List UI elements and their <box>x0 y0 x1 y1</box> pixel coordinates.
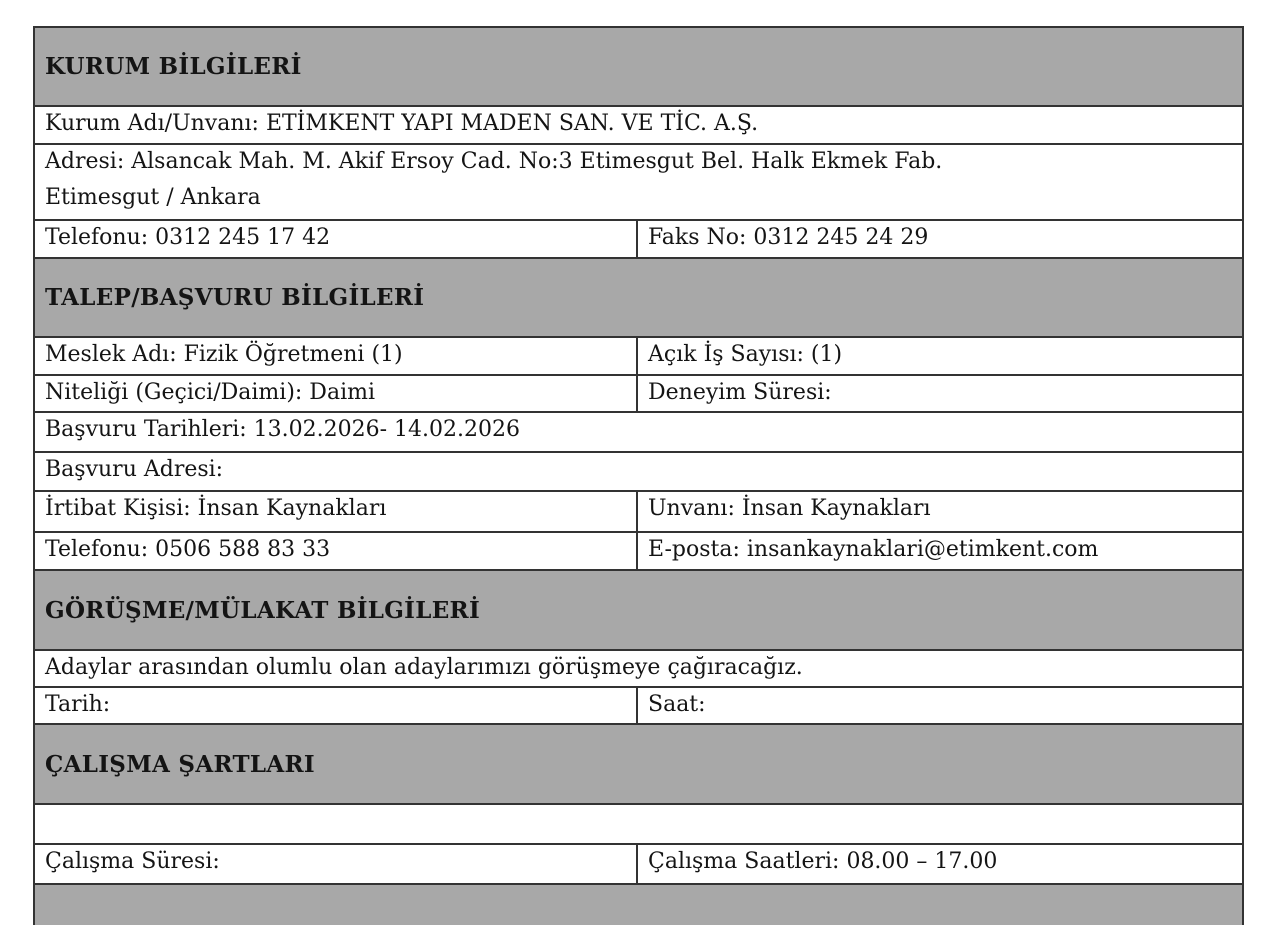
section-header-calisma <box>35 725 1242 805</box>
institution-fax: Faks No: 0312 245 24 29 <box>648 225 929 250</box>
institution-phone: Telefonu: 0312 245 17 42 <box>35 221 638 257</box>
institution-address <box>35 145 1242 219</box>
contact-person: İrtibat Kişisi: İnsan Kaynakları <box>35 492 638 531</box>
work-duration: Çalışma Süresi: <box>35 845 638 883</box>
application-address: Başvuru Adresi: <box>45 457 224 482</box>
work-hours: Çalışma Saatleri: 08.00 – 17.00 <box>648 849 998 874</box>
section-title: ÇALIŞMA ŞARTLARI <box>45 750 315 778</box>
application-dates: Başvuru Tarihleri: 13.02.2026- 14.02.2026 <box>45 417 521 442</box>
contact-phone: Telefonu: 0506 588 83 33 <box>35 533 638 569</box>
interview-note: Adaylar arasından olumlu olan adaylarımızı görüşmeye çağıracağız. <box>45 655 803 680</box>
contact-email: E-posta: insankaynaklari@etimkent.com <box>648 537 1099 562</box>
interview-time: Saat: <box>648 692 706 717</box>
blank-row <box>35 805 1242 843</box>
openings: Açık İş Sayısı: (1) <box>648 342 843 367</box>
section-title: KURUM BİLGİLERİ <box>45 53 302 80</box>
institution-name: Kurum Adı/Unvanı: ETİMKENT YAPI MADEN SAN. VE TİC. A.Ş. <box>45 111 759 136</box>
section-header-next <box>35 885 1242 925</box>
section-header-gorusme <box>35 571 1242 651</box>
occupation: Meslek Adı: Fizik Öğretmeni (1) <box>35 338 638 374</box>
section-header-kurum <box>35 28 1242 107</box>
section-header-talep <box>35 259 1242 338</box>
job-posting-form <box>33 26 1244 925</box>
interview-date: Tarih: <box>35 688 638 723</box>
address-line-2: Etimesgut / Ankara <box>45 185 261 210</box>
section-title: TALEP/BAŞVURU BİLGİLERİ <box>45 284 425 311</box>
section-title: GÖRÜŞME/MÜLAKAT BİLGİLERİ <box>45 596 480 624</box>
contact-title: Unvanı: İnsan Kaynakları <box>648 496 931 521</box>
address-line-1: Adresi: Alsancak Mah. M. Akif Ersoy Cad. No:3 Etimesgut Bel. Halk Ekmek Fab. <box>45 149 943 174</box>
nature: Niteliği (Geçici/Daimi): Daimi <box>35 376 638 411</box>
experience: Deneyim Süresi: <box>648 380 832 405</box>
